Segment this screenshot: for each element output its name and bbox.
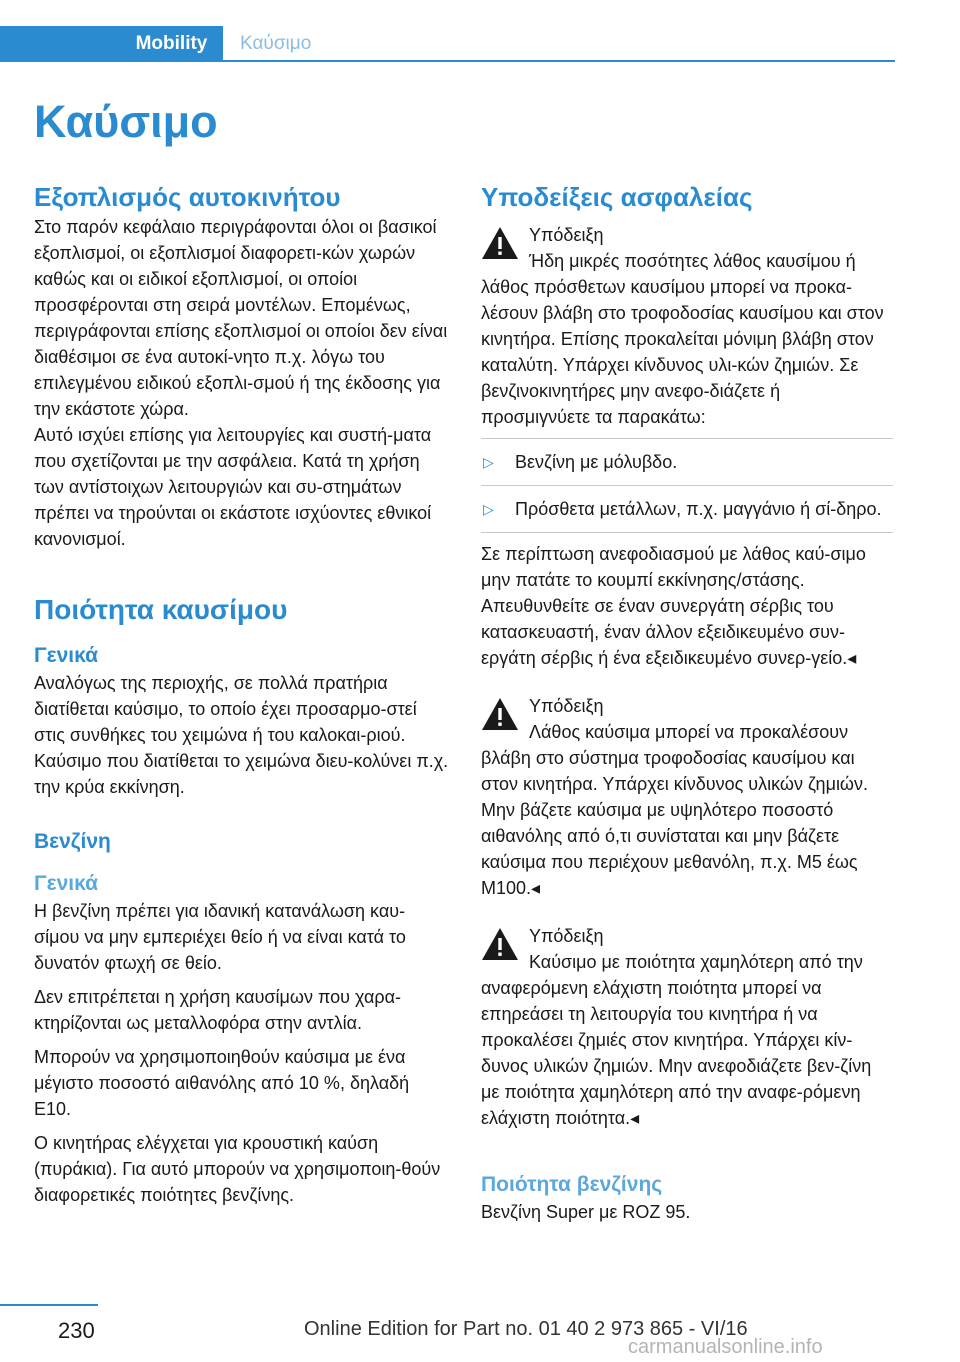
paragraph-petrol-quality: Βενζίνη Super με ROZ 95. [481, 1202, 691, 1222]
warning-block-1 [481, 222, 893, 430]
heading-equipment: Εξοπλισμός αυτοκινήτου [34, 182, 341, 212]
paragraph-petrol-4: Ο κινητήρας ελέγχεται για κρουστική καύση (πυράκια). Για αυτό μπορούν να χρησιμοποιη‐θούν διαφορετικές ποιότητες βενζίνης. [34, 1133, 441, 1205]
header-bar [0, 26, 895, 62]
heading-general: Γενικά [34, 644, 99, 667]
left-column [34, 180, 449, 1208]
paragraph-petrol-1: Η βενζίνη πρέπει για ιδανική κατανάλωση καυ‐σίμου να μην εμπεριέχει θείο ή να είναι κατά το δυνατόν φτωχή σε θείο. [34, 901, 406, 973]
warning-text-2: Λάθος καύσιμα μπορεί να προκαλέσουν βλάβη στο σύστημα τροφοδοσίας καυσίμου και στον κινητήρα. Υπάρχει κίνδυνος υλικών ζημιών. Μην βάζετε καύσιμα με υψηλότερο ποσοστό αιθανόλης από ό,τι συνίσταται και μην βάζετε καύσιμα που περιέχουν μεθανόλη, π.χ. M5 έως M100.◂ [481, 722, 868, 898]
warning-triangle-icon [481, 226, 519, 260]
footer-edition: Online Edition for Part no. 01 40 2 973 865 - VI/16 [304, 1318, 748, 1340]
tab-mobility[interactable]: Mobility [120, 26, 223, 62]
warning-block-2 [481, 693, 893, 901]
paragraph-petrol-3: Μπορούν να χρησιμοποιηθούν καύσιμα με ένα μέγιστο ποσοστό αιθανόλης από 10 %, δηλαδή E10. [34, 1047, 410, 1119]
heading-petrol: Βενζίνη [34, 830, 111, 853]
warning-text-3: Καύσιμο με ποιότητα χαμηλότερη από την αναφερόμενη ελάχιστη ποιότητα μπορεί να επηρεάσει τη λειτουργία του κινητήρα ή να προκαλέσει ζημιές στον κινητήρα. Υπάρχει κίν‐δυνος υλικών ζημιών. Μην ανεφοδιάζετε βεν‐ζίνη με ποιότητα χαμηλότερη από την αναφε‐ρόμενη ελάχιστη ποιότητα.◂ [481, 952, 872, 1128]
list-item: ▷ Βενζίνη με μόλυβδο. [481, 449, 893, 475]
footer-rule [0, 1304, 98, 1306]
bullet-list [481, 438, 893, 533]
paragraph-general: Αναλόγως της περιοχής, σε πολλά πρατήρια διατίθεται καύσιμο, το οποίο έχει προσαρμο‐στεί στις συνθήκες του χειμώνα ή του καλοκαι‐ριού. Καύσιμο που διατίθεται το χειμώνα διευ‐κολύνει π.χ. την κρύα εκκίνηση. [34, 673, 449, 797]
header-accent [0, 26, 120, 62]
tab-fuel[interactable]: Καύσιμο [240, 33, 312, 54]
warning-label-1: Υπόδειξη [529, 225, 604, 245]
right-column [481, 180, 893, 1225]
page-title: Καύσιμο [34, 96, 218, 147]
warning-block-3 [481, 923, 893, 1131]
list-item: ▷ Πρόσθετα μετάλλων, π.χ. μαγγάνιο ή σί‐δηρο. [481, 485, 893, 522]
header-divider [0, 60, 895, 62]
watermark: carmanualsonline.info [628, 1336, 823, 1358]
warning-text-1: Ήδη μικρές ποσότητες λάθος καυσίμου ή λάθος πρόσθετων καυσίμου μπορεί να προκα‐λέσουν βλάβη στο τροφοδοσίας καυσίμου και στον κινητήρα. Επίσης προκαλείται μόνιμη βλάβη στον καταλύτη. Υπάρχει κίνδυνος υλι‐κών ζημιών. Σε βενζινοκινητήρες μην ανεφο‐διάζετε ή προσμιγνύετε τα παρακάτω: [481, 251, 884, 427]
warning-followup-1: Σε περίπτωση ανεφοδιασμού με λάθος καύ‐σιμο μην πατάτε το κουμπί εκκίνησης/στάσης. Απευθυνθείτε σε έναν συνεργάτη σέρβις του κατασκευαστή, έναν άλλον εξειδικευμένο συν‐εργάτη σέρβις ή ένα εξειδικευμένο συνερ‐γείο.◂ [481, 544, 866, 668]
heading-petrol-quality: Ποιότητα βενζίνης [481, 1173, 663, 1196]
heading-fuel-quality: Ποιότητα καυσίμου [34, 594, 288, 625]
warning-label-2: Υπόδειξη [529, 696, 604, 716]
paragraph-equipment-1: Στο παρόν κεφάλαιο περιγράφονται όλοι οι βασικοί εξοπλισμοί, οι εξοπλισμοί διαφορετι‐κών χωρών καθώς και οι ειδικοί εξοπλισμοί, οι οποίοι προσφέρονται στη σειρά μοντέλων. Επομένως, περιγράφονται επίσης εξοπλισμοί οι οποίοι δεν είναι διαθέσιμοι σε ένα αυτοκί‐νητο π.χ. λόγω του επιλεγμένου ειδικού εξοπλι‐σμού ή της έκδοσης για την εκάστοτε χώρα. [34, 217, 448, 419]
warning-label-3: Υπόδειξη [529, 926, 604, 946]
paragraph-equipment-2: Αυτό ισχύει επίσης για λειτουργίες και συστή‐ματα που σχετίζονται με την ασφάλεια. Κατά τη χρήση των αντίστοιχων λειτουργιών και συ‐στημάτων πρέπει να τηρούνται οι εκάστοτε ισχύοντες εθνικοί κανονισμοί. [34, 425, 432, 549]
page-number: 230 [58, 1318, 95, 1343]
heading-safety: Υποδείξεις ασφαλείας [481, 182, 753, 212]
warning-triangle-icon [481, 927, 519, 961]
heading-petrol-general: Γενικά [34, 872, 99, 895]
warning-triangle-icon [481, 697, 519, 731]
paragraph-petrol-2: Δεν επιτρέπεται η χρήση καυσίμων που χαρα‐κτηρίζονται ως μεταλλοφόρα στην αντλία. [34, 987, 401, 1033]
